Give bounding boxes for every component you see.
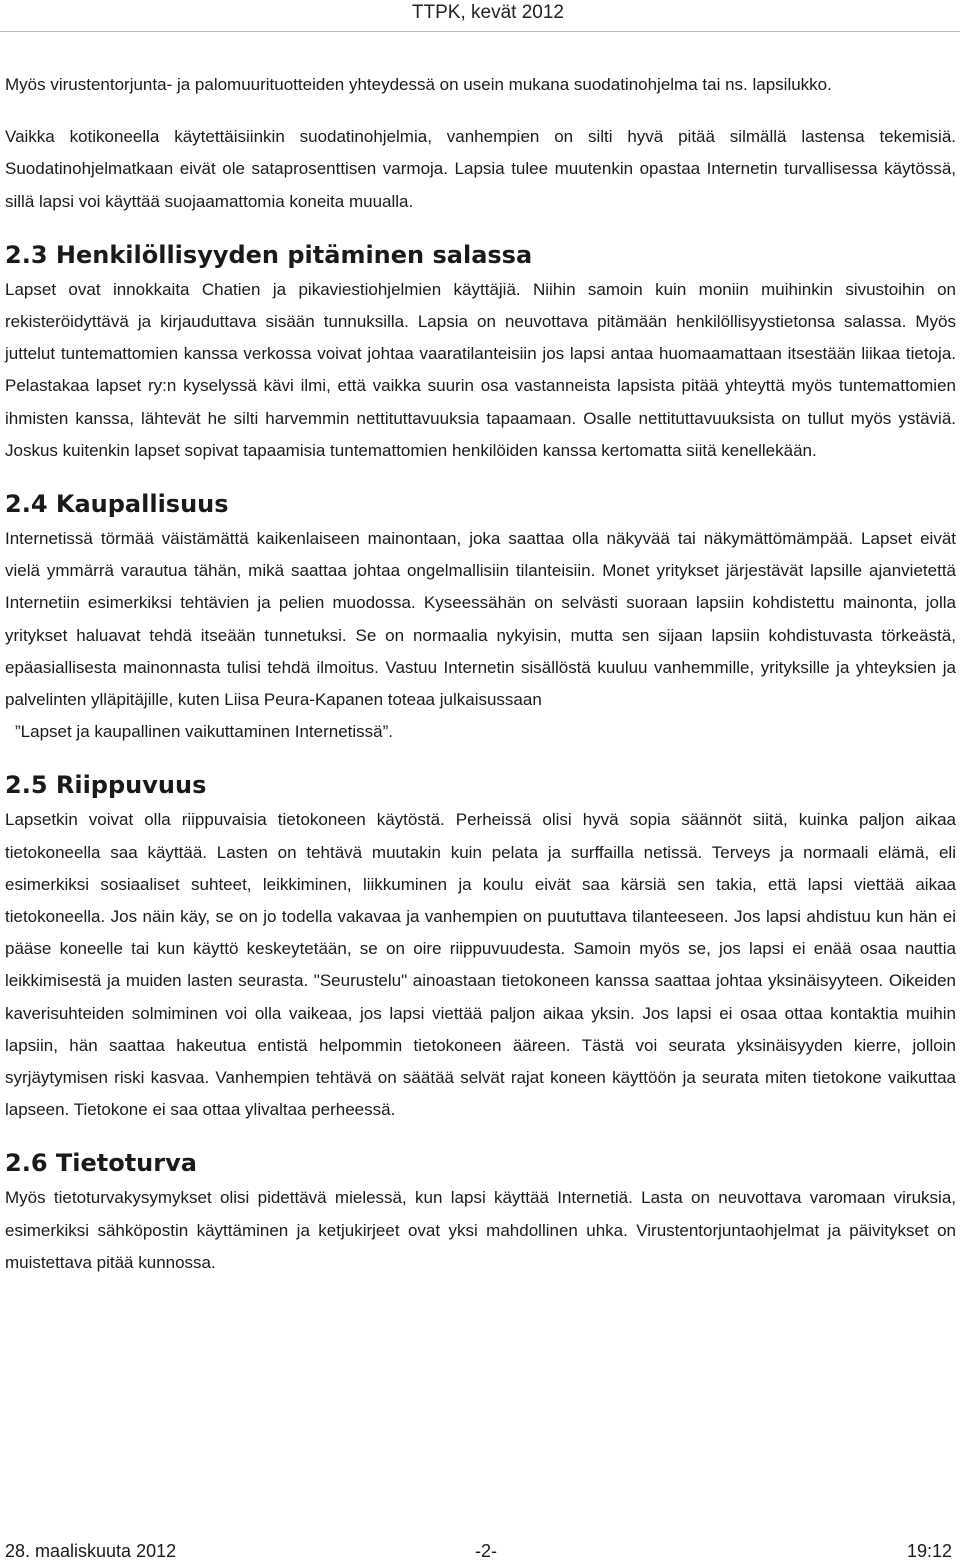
- section-heading: 2.3 Henkilöllisyyden pitäminen salassa: [5, 240, 533, 269]
- footer-time: 19:12: [906, 1541, 952, 1561]
- footer-page-number: -2-: [475, 1541, 497, 1561]
- section-heading: 2.4 Kaupallisuus: [5, 490, 229, 519]
- section-commercialism: [5, 489, 956, 748]
- section-paragraph: Myös tietoturvakysymykset olisi pidettävä mielessä, kun lapsi käyttää Internetiä. Lasta on neuvottava varomaan viruksia, esimerkiksi sähköpostin käyttäminen ja ketjukirjeet ovat yksi mahdollinen uhka. Virustentorjuntaohjelmat ja päivitykset on muistettava pitää kunnossa.: [5, 1188, 956, 1272]
- section-paragraph: Lapset ovat innokkaita Chatien ja pikaviestiohjelmien käyttäjiä. Niihin samoin kuin moniin muihinkin sivustoihin on rekisteröidyttävä ja kirjauduttava sisään tunnuksilla. Lapsia on neuvottava pitämään henkilöllisyystietonsa salassa. Myös juttelut tuntemattomien kanssa verkossa voivat johtaa vaaratilanteisiin jos lapsi antaa huomaamattaan itsestään liikaa tietoja. Pelastakaa lapset ry:n kyselyssä kävi ilmi, että vaikka suurin osa vastanneista lapsista pitää yhteyttä myös tuntemattomien ihmisten kanssa, lähtevät he silti harvemmin nettituttavuuksia tapaamaan. Osalle nettituttavuuksista on tullut myös ystäviä. Joskus kuitenkin lapset sopivat tapaamisia tuntemattomien henkilöiden kanssa kertomatta siitä kenellekään.: [5, 279, 956, 460]
- publication-title: ”Lapset ja kaupallinen vaikuttaminen Internetissä”.: [15, 722, 393, 742]
- section-addiction: [5, 770, 956, 1126]
- section-heading: 2.5 Riippuvuus: [5, 771, 207, 800]
- document-body: [5, 69, 956, 1301]
- page-header: TTPK, kevät 2012: [411, 2, 564, 23]
- intro-block: [5, 69, 956, 218]
- intro-paragraph-1: Myös virustentorjunta- ja palomuurituotteiden yhteydessä on usein mukana suodatinohjelma tai ns. lapsilukko.: [5, 75, 832, 94]
- section-paragraph: Internetissä törmää väistämättä kaikenlaiseen mainontaan, joka saattaa olla näkyvää tai näkymättömämpää. Lapset eivät vielä ymmärrä varautua tähän, mikä saattaa johtaa ongelmallisiin tilanteisiin. Monet yritykset järjestävät lapsille ajanvietettä Internetiin esimerkiksi tehtävien ja pelien muodossa. Kyseessähän on selvästi suoraan lapsiin kohdistettu mainonta, jolla yritykset haluavat tehdä itseään tunnetuksi. Se on normaalia nykyisin, mutta sen sijaan lapsiin kohdistuvasta törkeästä, epäasiallisesta mainonnasta tulisi tehdä ilmoitus. Vastuu Internetin sisällöstä kuuluu vanhemmille, yrityksille ja yhteyksien ja palvelinten ylläpitäjille, kuten Liisa Peura-Kapanen toteaa julkaisussaan: [5, 529, 956, 710]
- footer-date: 28. maaliskuuta 2012: [5, 1541, 177, 1561]
- header-divider: [0, 31, 960, 32]
- section-heading: 2.6 Tietoturva: [5, 1149, 197, 1178]
- section-information-security: [5, 1148, 956, 1279]
- intro-paragraph-2: Vaikka kotikoneella käytettäisiinkin suodatinohjelmia, vanhempien on silti hyvä pitää silmällä lastensa tekemisiä. Suodatinohjelmatkaan eivät ole sataprosenttisen varmoja. Lapsia tulee muutenkin opastaa Internetin turvallisessa käytössä, sillä lapsi voi käyttää suojaamattomia koneita muualla.: [5, 127, 956, 211]
- page-footer: [5, 1541, 956, 1565]
- section-paragraph: Lapsetkin voivat olla riippuvaisia tietokoneen käytöstä. Perheissä olisi hyvä sopia säännöt siitä, kuinka paljon aikaa tietokoneella saa käyttää. Lasten on tehtävä muutakin kuin pelata ja surffailla netissä. Terveys ja normaali elämä, eli esimerkiksi sosiaaliset suhteet, leikkiminen, liikkuminen ja koulu eivät saa kärsiä sen takia, että lapsi viettää aikaa tietokoneella. Jos näin käy, se on jo todella vakavaa ja vanhempien on puututtava tilanteeseen. Jos lapsi ahdistuu kun hän ei pääse koneelle tai kun käyttö keskeytetään, se on oire riippuvuudesta. Samoin myös se, jos lapsi ei enää osaa nauttia leikkimisestä ja muiden lasten seurasta. "Seurustelu" ainoastaan tietokoneen kanssa saattaa johtaa yksinäisyyteen. Oikeiden kaverisuhteiden solmiminen voi olla vaikeaa, jos lapsi viettää paljon aikaa yksin. Jos lapsi ei osaa ottaa kontaktia muihin lapsiin, hän saattaa hakeutua entistä helpommin tietokoneen ääreen. Tästä voi seurata yksinäisyyden kierre, jolloin syrjäytymisen riski kasvaa. Vanhempien tehtävä on säätää selvät rajat koneen käyttöön ja seurata miten tietokone vaikuttaa lapseen. Tietokone ei saa ottaa ylivaltaa perheessä.: [5, 810, 956, 1120]
- section-identity-privacy: [5, 240, 956, 467]
